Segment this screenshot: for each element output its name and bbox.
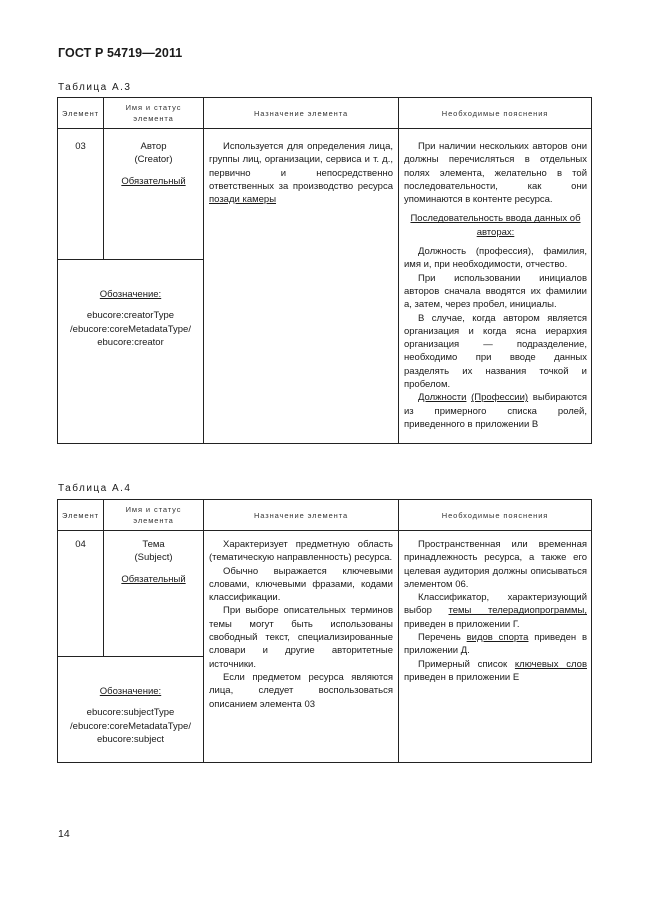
col-header-element: Элемент: [62, 108, 99, 118]
col-header-notes: Необходимые пояснения: [441, 510, 549, 520]
notes-text-post: приведен в приложении Д.: [404, 632, 587, 657]
purpose-text: [209, 538, 393, 711]
notes-link: ключевых слов: [514, 658, 587, 670]
notes-paragraph: В случае, когда автором является организация и когда ясна иерархия организация — подразделение, необходимо при вводе данных разделять их названия точкой и пробелом.: [404, 312, 587, 391]
col-header-name-status-line2: элемента: [133, 114, 174, 123]
designation-block: [58, 685, 203, 746]
designation-block: [58, 288, 203, 349]
element-number: 04: [75, 539, 86, 550]
notes-text-post: приведен в приложении Е: [404, 671, 520, 683]
purpose-paragraph: При выборе описательных терминов темы могут быть использованы свободный текст, специализированные словари и другие авторитетные источники.: [209, 605, 393, 670]
purpose-body: Используется для определения лица, группы лиц, организации, сервиса и т. д., первично и непосредственно ответственных за производство ресурса: [209, 141, 393, 192]
notes-link: (Профессии): [471, 392, 529, 404]
document-code: ГОСТ Р 54719—2011: [58, 46, 183, 60]
notes-paragraph: Должность (профессия), фамилия, имя и, при необходимости, отчество.: [404, 246, 587, 271]
designation-line: /ebucore:coreMetadataType/: [70, 720, 191, 732]
element-status: Обязательный: [121, 175, 186, 187]
purpose-text: [209, 140, 393, 206]
designation-label: Обозначение:: [99, 289, 162, 300]
notes-paragraph: [404, 591, 587, 631]
notes-paragraph: При наличии нескольких авторов они должны перечисляться в отдельных полях элемента, желательно в той последовательности, как они упоминаются в контенте ресурса.: [404, 141, 587, 206]
notes-heading: Последовательность ввода данных об авторах:: [410, 213, 581, 238]
table-a3-caption: Таблица А.3: [58, 82, 132, 93]
element-status: Обязательный: [121, 573, 186, 585]
col-header-notes: Необходимые пояснения: [441, 108, 549, 118]
notes-paragraph: Пространственная или временная принадлежность ресурса, а также его целевая аудитория должны описываться элементом 06.: [404, 539, 587, 590]
element-name-en: (Creator): [134, 154, 173, 166]
element-name-block: [104, 140, 203, 188]
element-name: Автор: [140, 141, 167, 152]
designation-line: ebucore:subject: [96, 733, 165, 745]
purpose-link: позади камеры: [209, 194, 277, 206]
designation-line: ebucore:subjectType: [86, 707, 175, 719]
purpose-paragraph: Характеризует предметную область (тематическую направленность) ресурса.: [209, 539, 393, 564]
notes-paragraph: [404, 391, 587, 431]
purpose-paragraph: Если предметом ресурса являются лица, следует воспользоваться описанием элемента 03: [209, 671, 393, 710]
notes-paragraph: [404, 631, 587, 658]
col-header-purpose: Назначение элемента: [253, 510, 349, 520]
table-a4: [57, 499, 592, 763]
element-number: 03: [75, 141, 86, 152]
col-header-name-status-line1: Имя и статус: [125, 505, 182, 514]
notes-text-rest: выбираются из примерного списка ролей, приведенного в приложении В: [404, 392, 588, 430]
page-number: 14: [58, 828, 70, 840]
notes-link: Должности: [418, 392, 467, 404]
notes-text-pre: Классификатор, характеризующий выбор: [404, 592, 587, 617]
col-header-purpose: Назначение элемента: [253, 108, 349, 118]
notes-text-post: приведен в приложении Г.: [404, 618, 520, 630]
notes-text: [404, 140, 587, 431]
element-name-en: (Subject): [134, 552, 173, 564]
purpose-paragraph: Обычно выражается ключевыми словами, ключевыми фразами, кодами классификации.: [209, 565, 393, 604]
table-a3: [57, 97, 592, 444]
designation-line: ebucore:creator: [97, 336, 164, 348]
notes-text-pre: Перечень: [418, 632, 461, 644]
element-name: Тема: [142, 539, 165, 550]
col-header-name-status: [104, 98, 203, 128]
col-header-name-status: [104, 500, 203, 530]
notes-paragraph: При использовании инициалов авторов сначала вводятся их фамилии а, затем, через пробел, инициалы.: [404, 272, 587, 311]
designation-label: Обозначение:: [99, 686, 162, 697]
col-header-name-status-line1: Имя и статус: [125, 103, 182, 112]
notes-text: [404, 538, 587, 684]
table-a4-caption: Таблица А.4: [58, 483, 132, 494]
designation-line: /ebucore:coreMetadataType/: [70, 323, 191, 335]
notes-link: темы телерадиопрограммы,: [448, 605, 587, 617]
notes-paragraph: [404, 658, 587, 685]
element-name-block: [104, 538, 203, 586]
designation-line: ebucore:creatorType: [86, 310, 175, 322]
notes-text-pre: Примерный список: [418, 658, 508, 670]
col-header-element: Элемент: [62, 510, 99, 520]
col-header-name-status-line2: элемента: [133, 516, 174, 525]
notes-link: видов спорта: [466, 632, 529, 644]
